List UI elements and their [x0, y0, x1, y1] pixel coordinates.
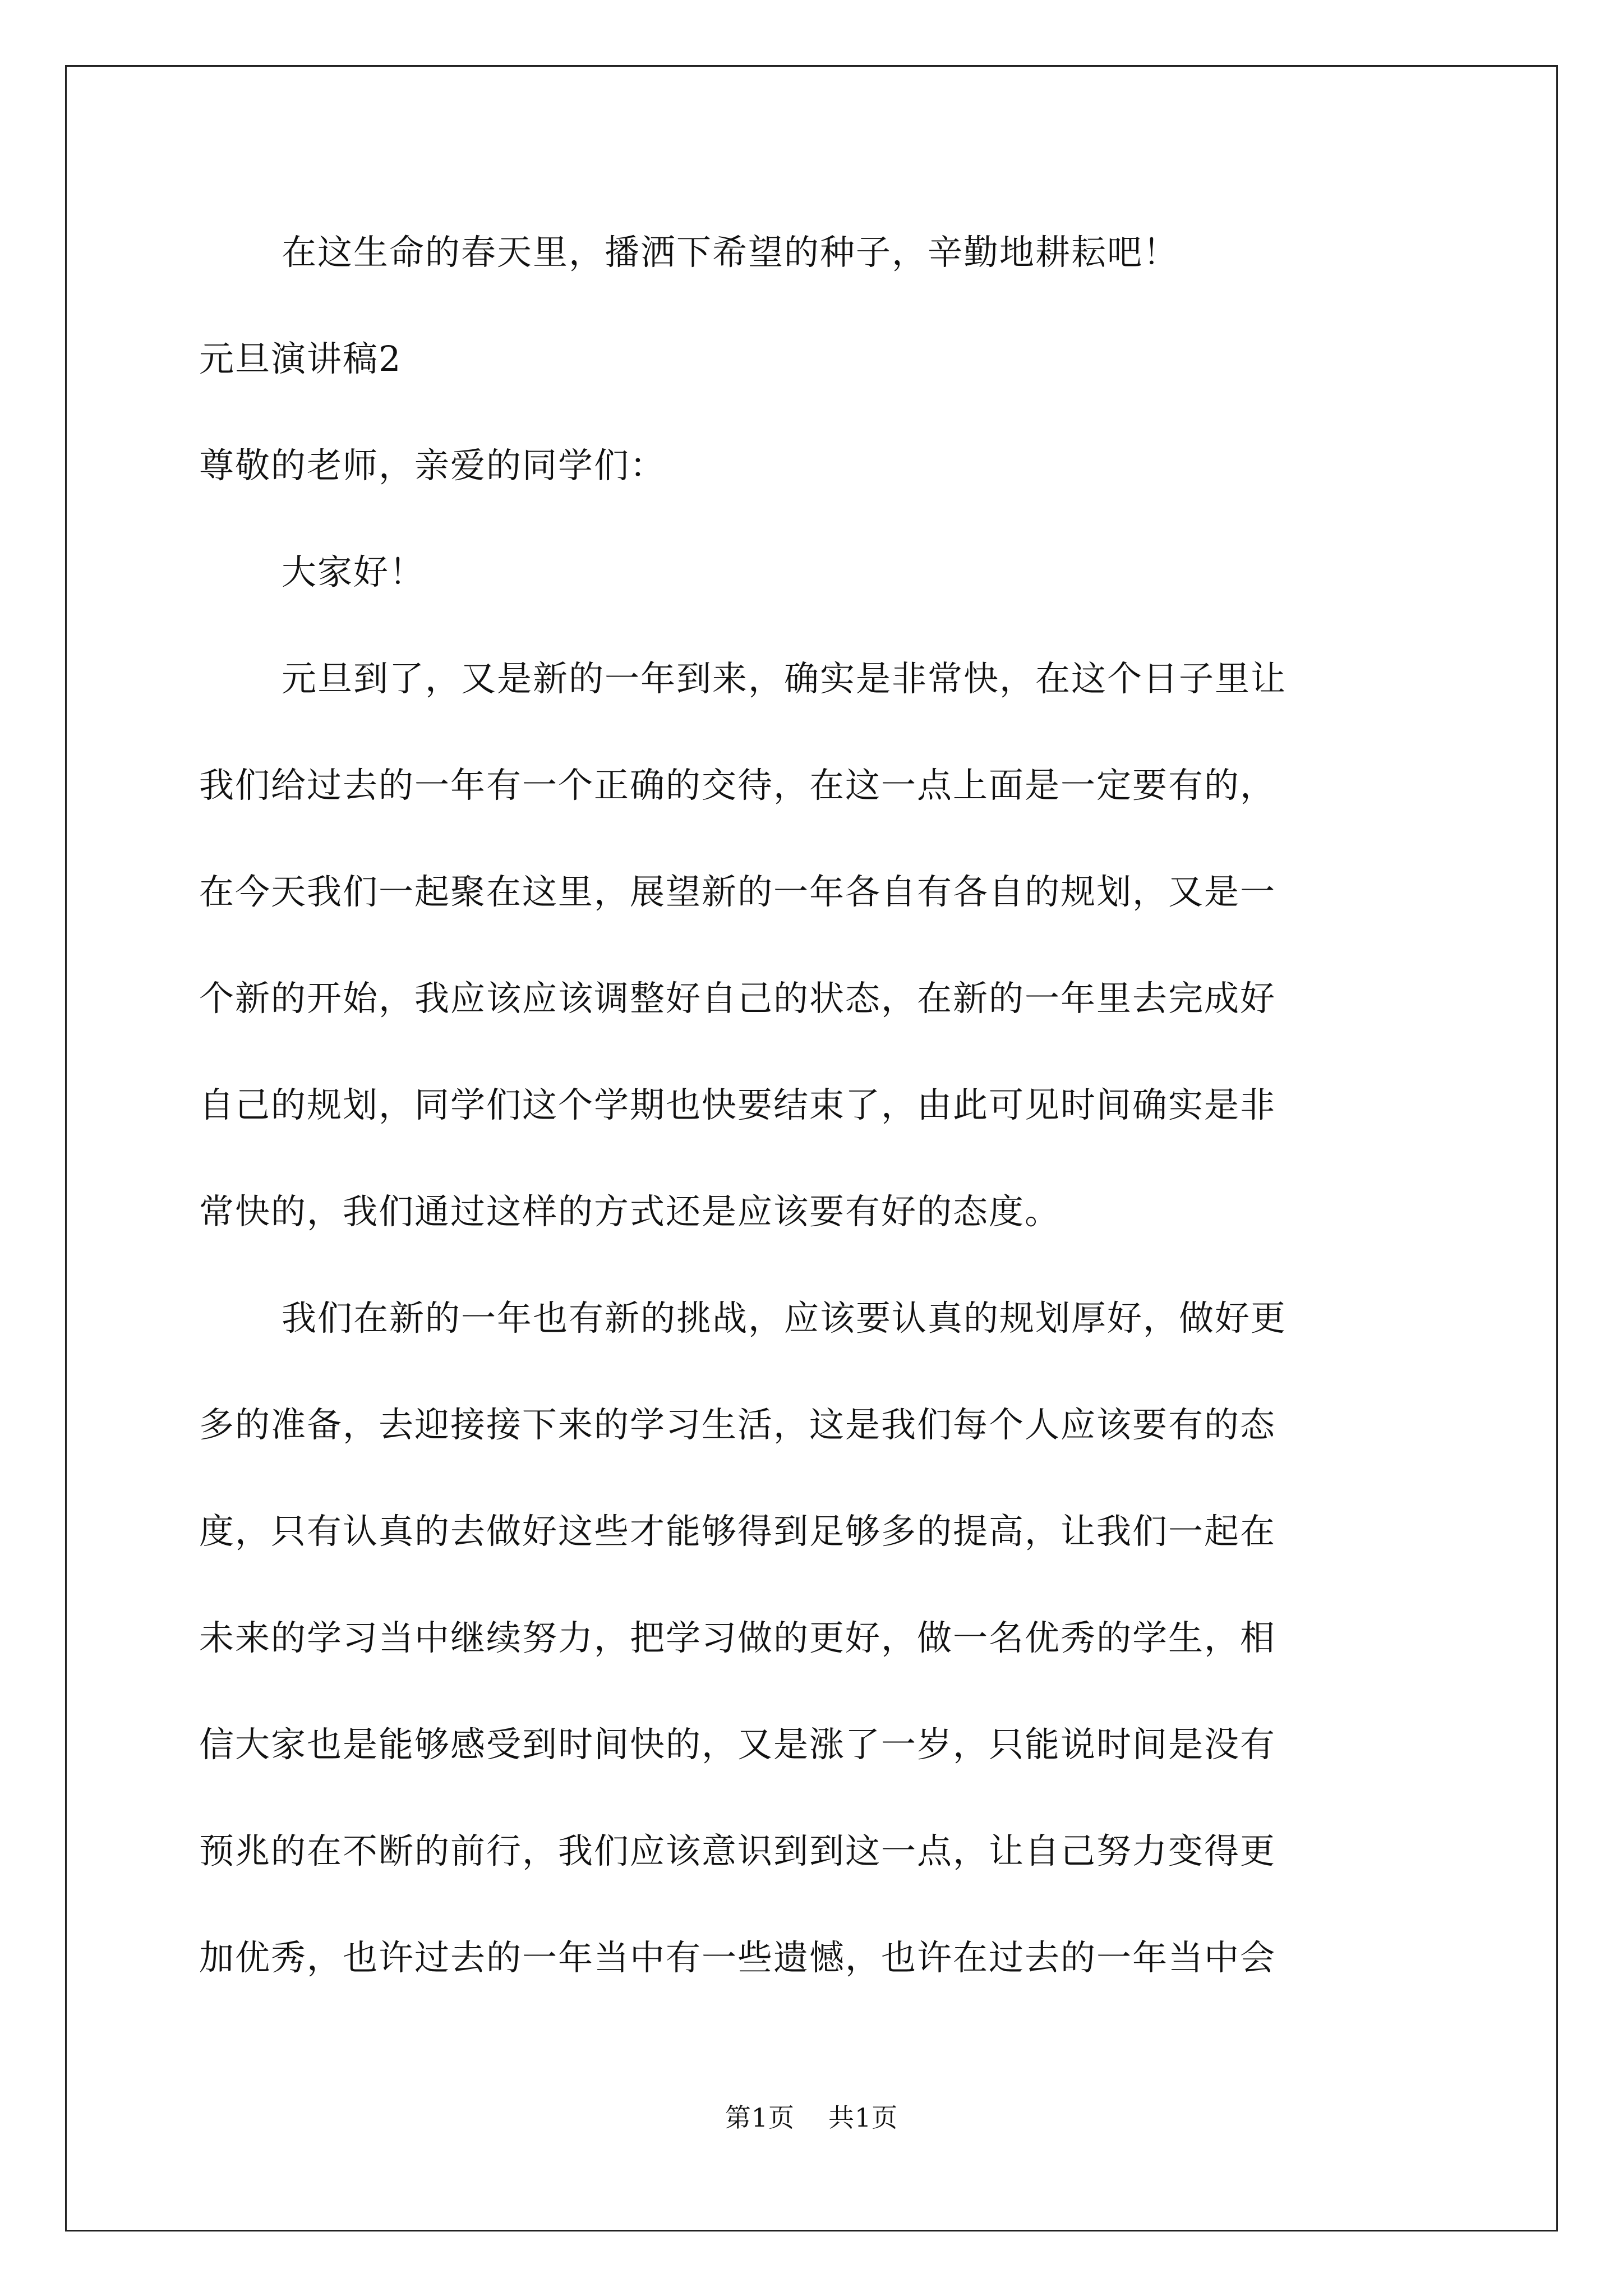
greeting: 大家好！ — [282, 551, 426, 592]
section-heading: 元旦演讲稿2 — [199, 338, 402, 379]
paragraph-line: 多的准备，去迎接接下来的学习生活，这是我们每个人应该要有的态 — [199, 1404, 1276, 1445]
paragraph-line: 在今天我们一起聚在这里，展望新的一年各自有各自的规划，又是一 — [199, 871, 1276, 912]
paragraph-line: 信大家也是能够感受到时间快的，又是涨了一岁，只能说时间是没有 — [199, 1724, 1276, 1765]
page-number: 第1页 — [725, 2102, 795, 2133]
page-border — [65, 65, 1558, 2231]
paragraph-line: 预兆的在不断的前行，我们应该意识到到这一点，让自己努力变得更 — [199, 1830, 1276, 1871]
salutation: 尊敬的老师，亲爱的同学们： — [199, 445, 666, 486]
paragraph-line: 度，只有认真的去做好这些才能够得到足够多的提高，让我们一起在 — [199, 1511, 1276, 1552]
paragraph-line: 加优秀，也许过去的一年当中有一些遗憾，也许在过去的一年当中会 — [199, 1937, 1276, 1978]
paragraph-line: 自己的规划，同学们这个学期也快要结束了，由此可见时间确实是非 — [199, 1084, 1276, 1125]
paragraph-line: 元旦到了，又是新的一年到来，确实是非常快，在这个日子里让 — [282, 658, 1287, 699]
paragraph-line: 个新的开始，我应该应该调整好自己的状态，在新的一年里去完成好 — [199, 978, 1276, 1019]
paragraph-line: 未来的学习当中继续努力，把学习做的更好，做一名优秀的学生，相 — [199, 1617, 1276, 1658]
paragraph-line: 在这生命的春天里，播洒下希望的种子，辛勤地耕耘吧！ — [282, 232, 1179, 273]
paragraph-line: 我们给过去的一年有一个正确的交待，在这一点上面是一定要有的， — [199, 765, 1276, 806]
page-total: 共1页 — [828, 2102, 898, 2133]
page-footer — [0, 2101, 1623, 2134]
paragraph-line: 我们在新的一年也有新的挑战，应该要认真的规划厚好，做好更 — [282, 1297, 1287, 1338]
paragraph-line: 常快的，我们通过这样的方式还是应该要有好的态度。 — [199, 1191, 1061, 1232]
